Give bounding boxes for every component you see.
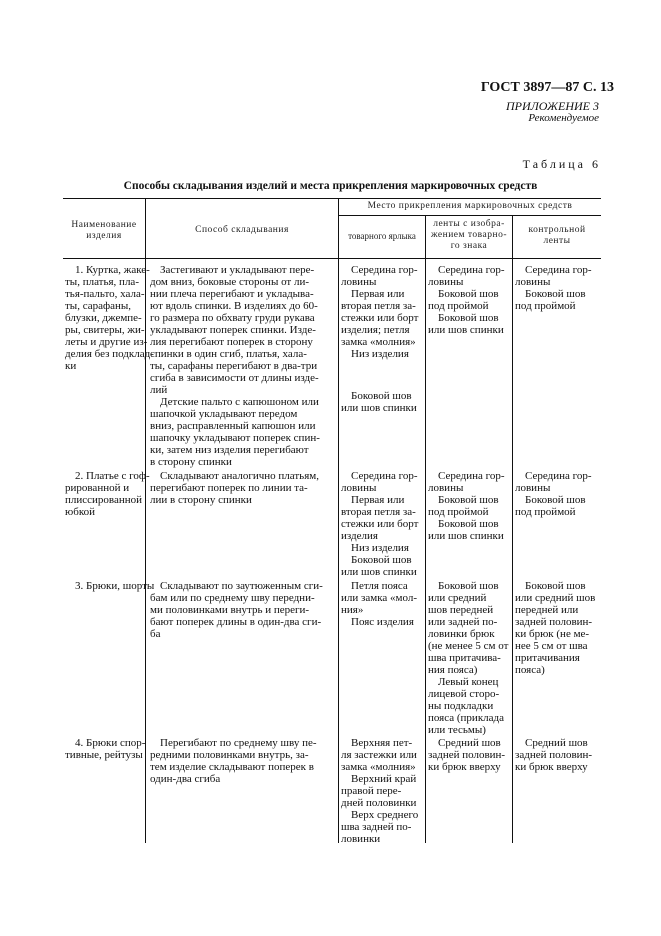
- table-number: Таблица 6: [522, 157, 601, 171]
- appendix-label: ПРИЛОЖЕНИЕ 3: [506, 99, 599, 113]
- table-top-border: [63, 198, 601, 199]
- cell-paragraph: 3. Брюки, шорты: [75, 580, 155, 592]
- cell-paragraph: Боковой шов или средний шов передней или задней по- ловинки брюк (не менее 5 см от шва притачива- ния пояса): [428, 580, 509, 676]
- table-cell-control: [515, 737, 601, 773]
- col-header-tape: ленты с изобра- жением товарно- го знака: [430, 219, 508, 251]
- table-cell-method: [150, 470, 336, 506]
- cell-paragraph: Верхний край правой пере- дней половинки: [341, 773, 417, 809]
- cell-paragraph: Застегивают и укладывают пере- дом вниз, боковые стороны от ли- нии плеча перегибают и укладыва- ют вдоль спинки. В изделиях до 60- го размера по обхвату груди рукава укладывают поперек спинки. Изде- лия перегибают поперек в сторону спинки в один сгиб, платья, хала- ты, сарафаны перегибают в два-три сгиба в зависимости от длины изде- лий: [150, 264, 319, 396]
- cell-paragraph: Первая или вторая петля за- стежки или борт изделия: [341, 494, 419, 542]
- cell-paragraph: Левый конец лицевой сторо- ны подкладки пояса (приклада или тесьмы): [428, 676, 505, 736]
- table-cell-method: [150, 264, 336, 468]
- cell-paragraph: Боковой шов или шов спинки: [341, 554, 417, 578]
- cell-paragraph: Боковой шов под проймой: [515, 288, 586, 312]
- cell-paragraph: Середина гор- ловины: [515, 470, 592, 494]
- cell-paragraph: Верхняя пет- ля застежки или замка «молния»: [341, 737, 417, 773]
- cell-paragraph: Верх среднего шва задней по- ловинки: [341, 809, 419, 845]
- cell-paragraph: Средний шов задней половин- ки брюк вверху: [515, 737, 593, 773]
- cell-paragraph: Середина гор- ловины: [515, 264, 592, 288]
- table-cell-tape: [428, 737, 512, 773]
- cell-paragraph: Низ изделия: [351, 348, 409, 360]
- cell-paragraph: Боковой шов или шов спинки: [428, 312, 504, 336]
- table-cell-control: [515, 580, 601, 676]
- table-cell-tape: [428, 470, 512, 542]
- cell-paragraph: Низ изделия: [351, 542, 409, 554]
- cell-paragraph: Петля пояса или замка «мол- ния»: [341, 580, 417, 616]
- cell-paragraph: 4. Брюки спор- тивные, рейтузы: [65, 737, 146, 761]
- table-title: Способы складывания изделий и места прикрепления маркировочных средств: [123, 180, 538, 192]
- table-cell-control: [515, 264, 601, 312]
- table-cell-label: [341, 470, 425, 578]
- col-divider: [338, 198, 339, 843]
- cell-paragraph: Складывают аналогично платьям, перегибают поперек по линии та- лии в сторону спинки: [150, 470, 319, 506]
- cell-paragraph: Перегибают по среднему шву пе- редними половинками внутрь, за- тем изделие складывают поперек в один-два сгиба: [150, 737, 317, 785]
- cell-paragraph: Боковой шов под проймой: [515, 494, 586, 518]
- cell-paragraph: 2. Платье с гоф- рированной и плиссированной юбкой: [65, 470, 150, 518]
- cell-paragraph: Боковой шов или средний шов передней или задней половин- ки брюк (не ме- нее 5 см от шва притачивания пояса): [515, 580, 596, 676]
- page-header-gost: ГОСТ 3897—87 С. 13: [480, 80, 614, 95]
- cell-paragraph: Боковой шов или шов спинки: [341, 390, 417, 414]
- cell-paragraph: Первая или вторая петля за- стежки или борт изделия; петля замка «молния»: [341, 288, 419, 348]
- table-cell-method: [150, 580, 336, 640]
- recommended-label: Рекомендуемое: [528, 112, 599, 124]
- table-cell-label: [341, 264, 425, 414]
- col-header-place: Место прикрепления маркировочных средств: [367, 201, 573, 211]
- table-cell-tape: [428, 580, 512, 736]
- table-cell-label: [341, 580, 425, 628]
- col-divider: [425, 215, 426, 843]
- col-header-method: Способ складывания: [195, 225, 289, 235]
- cell-paragraph: Середина гор- ловины: [341, 264, 418, 288]
- cell-paragraph: Боковой шов под проймой: [428, 494, 499, 518]
- header-divider: [338, 215, 601, 216]
- header-bottom-border: [63, 258, 601, 259]
- cell-paragraph: Боковой шов или шов спинки: [428, 518, 504, 542]
- table-cell-method: [150, 737, 336, 785]
- cell-paragraph: Середина гор- ловины: [341, 470, 418, 494]
- cell-paragraph: Пояс изделия: [351, 616, 414, 628]
- table-cell-name: [65, 737, 145, 761]
- cell-paragraph: Средний шов задней половин- ки брюк вверху: [428, 737, 506, 773]
- col-header-control: контрольной ленты: [528, 225, 586, 246]
- table-cell-control: [515, 470, 601, 518]
- cell-paragraph: 1. Куртка, жаке- ты, платья, пла- тья-пальто, хала- ты, сарафаны, блузки, джемпе- ры, свитеры, жи- леты и другие из- делия без подклад- ки: [65, 264, 154, 372]
- cell-paragraph: Середина гор- ловины: [428, 470, 505, 494]
- folding-table: [63, 198, 601, 843]
- table-cell-tape: [428, 264, 512, 336]
- col-header-name: Наименование изделия: [71, 220, 137, 241]
- table-cell-name: [65, 470, 150, 518]
- cell-paragraph: Боковой шов под проймой: [428, 288, 499, 312]
- cell-paragraph: Складывают по заутюженным сги- бам или по среднему шву передни- ми половинками внутрь и переги- бают поперек длины в один-два сги- ба: [150, 580, 323, 640]
- table-cell-name: [65, 580, 155, 592]
- cell-paragraph: Середина гор- ловины: [428, 264, 505, 288]
- col-header-label: товарного ярлыка: [348, 231, 416, 241]
- col-divider: [512, 215, 513, 843]
- cell-paragraph: Детские пальто с капюшоном или шапочкой укладывают передом вниз, расправленный капюшон или шапочку укладывают поперек спин- ки, затем низ изделия перегибают в сторону спинки: [150, 396, 320, 468]
- table-cell-name: [65, 264, 154, 372]
- table-cell-label: [341, 737, 425, 845]
